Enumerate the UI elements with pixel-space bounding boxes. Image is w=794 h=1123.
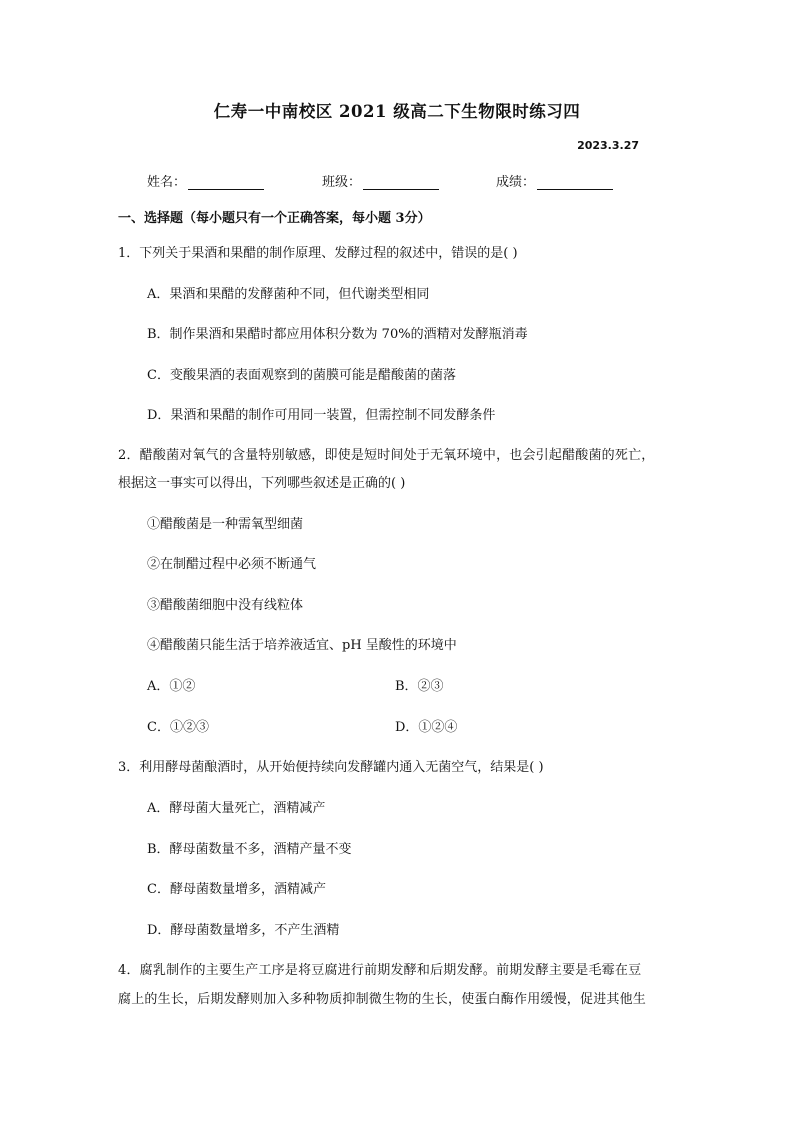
score-field[interactable] [496,171,613,190]
question-3-option-d: D．酵母菌数量增多，不产生酒精 [147,923,340,938]
question-2-statement-4: ④醋酸菌只能生活于培养液适宜、pH 呈酸性的环境中 [147,638,457,653]
question-2-statement-2: ②在制醋过程中必须不断通气 [147,557,317,572]
question-2-statement-1: ①醋酸菌是一种需氧型细菌 [147,517,304,532]
question-4-stem-line-1: 4．腐乳制作的主要生产工序是将豆腐进行前期发酵和后期发酵。前期发酵主要是毛霉在豆 [118,963,642,978]
question-3-option-a: A．酵母菌大量死亡，酒精减产 [147,801,326,816]
question-3-option-b: B．酵母菌数量不多，酒精产量不变 [147,842,352,857]
class-field[interactable] [322,171,439,190]
question-3-stem: 3．利用酵母菌酿酒时，从开始便持续向发酵罐内通入无菌空气，结果是( ) [118,760,544,775]
exam-title: 仁寿一中南校区 2021 级高二下生物限时练习四 [213,102,581,121]
exam-date: 2023.3.27 [577,139,639,152]
question-2-statement-3: ③醋酸菌细胞中没有线粒体 [147,598,304,613]
class-blank[interactable] [363,175,439,190]
question-2-stem-line-1: 2．醋酸菌对氧气的含量特别敏感，即使是短时间处于无氧环境中，也会引起醋酸菌的死亡， [118,448,655,463]
score-blank[interactable] [537,175,613,190]
question-1-stem: 1．下列关于果酒和果醋的制作原理、发酵过程的叙述中，错误的是( ) [118,246,518,261]
question-1-option-a: A．果酒和果醋的发酵菌种不同，但代谢类型相同 [147,287,430,302]
question-1-option-d: D．果酒和果醋的制作可用同一装置，但需控制不同发酵条件 [147,408,496,423]
question-2-stem-line-2: 根据这一事实可以得出，下列哪些叙述是正确的( ) [118,476,406,491]
question-2-option-b: B．②③ [395,679,444,694]
section-title: 一、选择题（每小题只有一个正确答案，每小题 3分） [118,211,431,226]
question-1-option-c: C．变酸果酒的表面观察到的菌膜可能是醋酸菌的菌落 [147,368,456,383]
question-2-option-c: C．①②③ [147,720,209,735]
name-field[interactable] [147,171,264,190]
score-label: 成绩： [496,175,536,190]
name-label: 姓名： [147,175,187,190]
question-3-option-c: C．酵母菌数量增多，酒精减产 [147,882,326,897]
class-label: 班级： [322,175,362,190]
question-4-stem-line-2: 腐上的生长，后期发酵则加入多种物质抑制微生物的生长，使蛋白酶作用缓慢，促进其他生 [118,992,647,1007]
question-1-option-b: B．制作果酒和果醋时都应用体积分数为 70%的酒精对发酵瓶消毒 [147,327,528,342]
question-2-option-d: D．①②④ [395,720,458,735]
question-2-option-a: A．①② [147,679,196,694]
name-blank[interactable] [188,175,264,190]
